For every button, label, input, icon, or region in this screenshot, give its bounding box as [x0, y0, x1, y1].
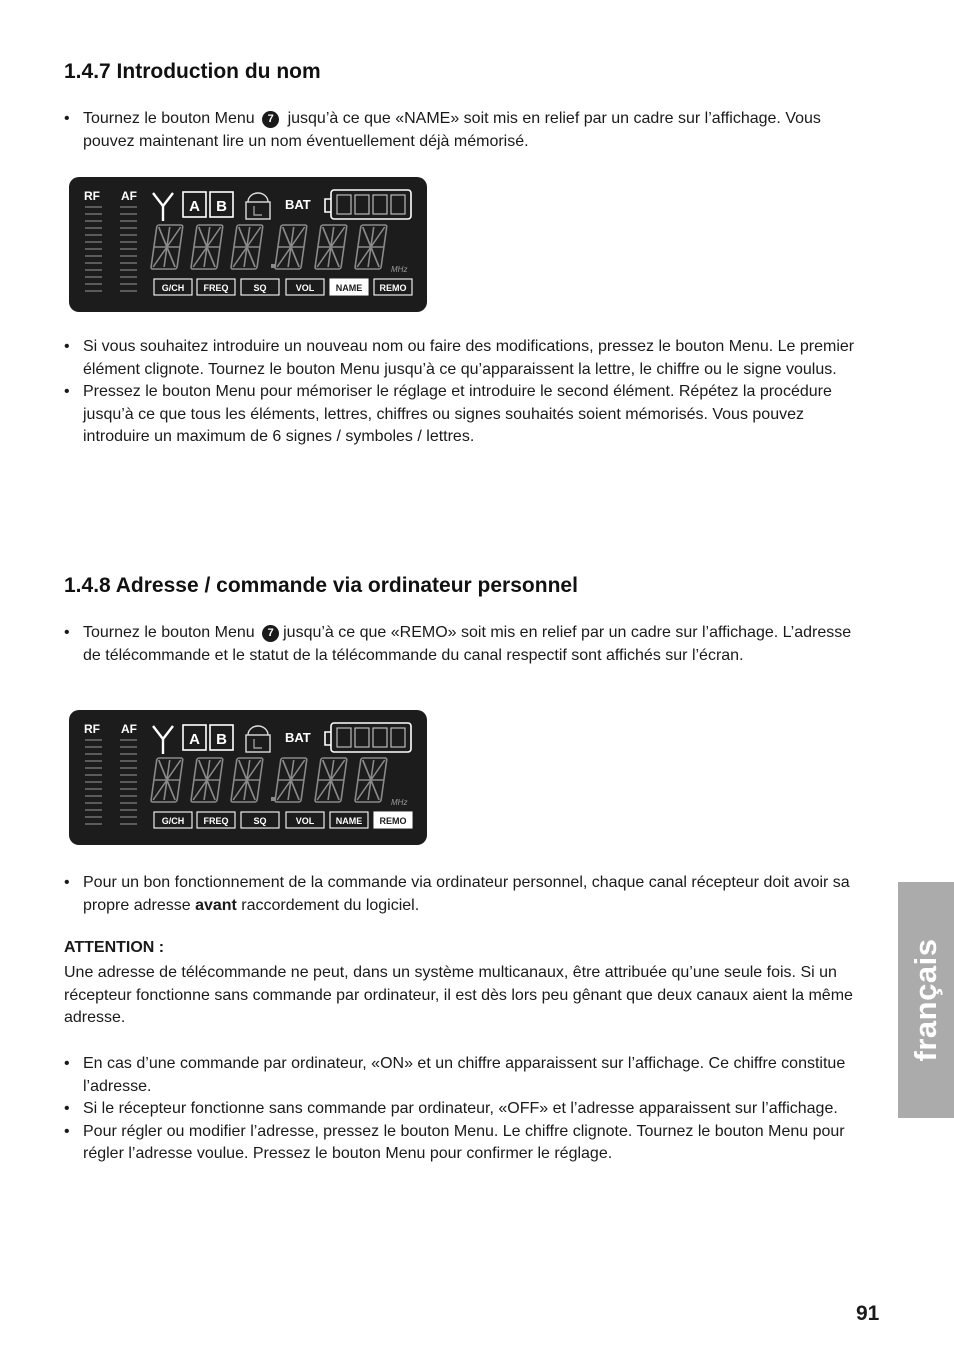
menu-item-vol: VOL: [295, 816, 315, 826]
section-heading-1-4-7: 1.4.7 Introduction du nom: [64, 60, 321, 83]
list-item: [64, 1121, 864, 1166]
emphasis-text: avant: [195, 896, 237, 914]
menu-item-sq: SQ: [253, 283, 267, 293]
menu-item-remo-highlighted: REMO: [379, 816, 407, 826]
list-item: [64, 1053, 864, 1098]
menu-item-gch: G/CH: [161, 816, 185, 826]
intro-text-before: Tournez le bouton Menu: [83, 624, 255, 641]
bullet-symbol: •: [64, 874, 70, 891]
intro-text-after: jusqu’à ce que «NAME» soit mis en relief par un cadre sur l’affichage. Vous pouvez maintenant lire un nom éventuellement déjà mémorisé.: [83, 110, 821, 150]
diversity-b-indicator: B: [216, 731, 227, 748]
bullet-symbol: •: [64, 1122, 70, 1140]
language-tab-label: français: [908, 938, 943, 1062]
af-label: AF: [121, 722, 137, 736]
rf-label: RF: [84, 722, 100, 736]
section-heading-1-4-8: 1.4.8 Adresse / commande via ordinateur personnel: [64, 574, 578, 597]
intro-text-before: Tournez le bouton Menu: [83, 110, 255, 127]
menu-item-name: NAME: [335, 816, 363, 826]
intro-list-1-4-8: [64, 622, 864, 667]
menu-item-remo: REMO: [379, 283, 407, 293]
control-number-badge: 7: [262, 111, 279, 128]
intro-text-after: jusqu’à ce que «REMO» soit mis en relief par un cadre sur l’affichage. L’adresse de télécommande et le statut de la télécommande du canal respectif sont affichés sur l’écran.: [83, 624, 852, 664]
bullet-symbol: •: [64, 383, 70, 401]
menu-item-gch: G/CH: [161, 283, 185, 293]
bullet-list-1-4-8-a: [64, 872, 864, 917]
language-side-tab: [898, 882, 954, 1118]
bullet-list-1-4-8-b: [64, 1053, 864, 1166]
bullet-list-1-4-7: [64, 336, 864, 449]
menu-item-vol: VOL: [295, 283, 315, 293]
list-item: [64, 108, 864, 153]
mhz-label: MHz: [391, 798, 408, 807]
battery-label: BAT: [285, 197, 311, 212]
intro-list-1-4-7: [64, 108, 864, 153]
list-item-text: Pour un bon fonctionnement de la commande via ordinateur personnel, chaque canal récepteur doit avoir sa propre adresse: [83, 874, 850, 914]
list-item: [64, 381, 864, 449]
diversity-b-indicator: B: [216, 198, 227, 215]
diversity-a-indicator: A: [189, 731, 200, 748]
bullet-symbol: •: [64, 1055, 70, 1072]
list-item-text: raccordement du logiciel.: [236, 896, 420, 914]
mhz-label: MHz: [391, 265, 408, 274]
bullet-symbol: •: [64, 624, 70, 641]
bullet-symbol: •: [64, 1100, 70, 1118]
control-number-badge: 7: [262, 625, 279, 642]
list-item-text: Si vous souhaitez introduire un nouveau nom ou faire des modifications, pressez le bouton Menu. Le premier élément clignote. Tournez le bouton Menu jusqu’à ce qu’apparaissent la lettre, le chiffre ou le signe voulus.: [83, 338, 855, 378]
menu-item-freq: FREQ: [203, 816, 229, 826]
list-item-text: Si le récepteur fonctionne sans commande par ordinateur, «OFF» et l’adresse apparaissent sur l’affichage.: [83, 1100, 838, 1118]
attention-label: ATTENTION :: [64, 939, 165, 956]
list-item-text: Pressez le bouton Menu pour mémoriser le réglage et introduire le second élément. Répétez la procédure jusqu’à ce que tous les éléments, lettres, chiffres ou signes souhaités soient mémorisés. Vous pouvez introduire un maximum de 6 signes / symboles / lettres.: [83, 383, 832, 446]
list-item: [64, 336, 864, 381]
battery-label: BAT: [285, 730, 311, 745]
page-number: 91: [856, 1302, 880, 1325]
diversity-a-indicator: A: [189, 198, 200, 215]
menu-item-freq: FREQ: [203, 283, 229, 293]
list-item-text: Pour régler ou modifier l’adresse, pressez le bouton Menu. Le chiffre clignote. Tournez le bouton Menu pour régler l’adresse voulue. Pressez le bouton Menu pour confirmer le réglage.: [83, 1122, 845, 1163]
af-label: AF: [121, 189, 137, 203]
list-item: [64, 622, 864, 667]
lcd-display-name-diagram: [69, 177, 427, 312]
lcd-display-remo-diagram: [69, 710, 427, 845]
menu-item-sq: SQ: [253, 816, 267, 826]
rf-label: RF: [84, 189, 100, 203]
menu-item-name-highlighted: NAME: [335, 283, 363, 293]
list-item: [64, 872, 864, 917]
attention-text: Une adresse de télécommande ne peut, dans un système multicanaux, être attribuée qu’une seule fois. Si un récepteur fonctionne sans commande par ordinateur, il est dès lors peu gênant que deux canaux aient la même adresse.: [64, 964, 853, 1027]
list-item-text: En cas d’une commande par ordinateur, «ON» et un chiffre apparaissent sur l’affichage. Ce chiffre constitue l’adresse.: [83, 1055, 846, 1095]
list-item: [64, 1098, 864, 1121]
bullet-symbol: •: [64, 338, 70, 355]
bullet-symbol: •: [64, 110, 70, 127]
